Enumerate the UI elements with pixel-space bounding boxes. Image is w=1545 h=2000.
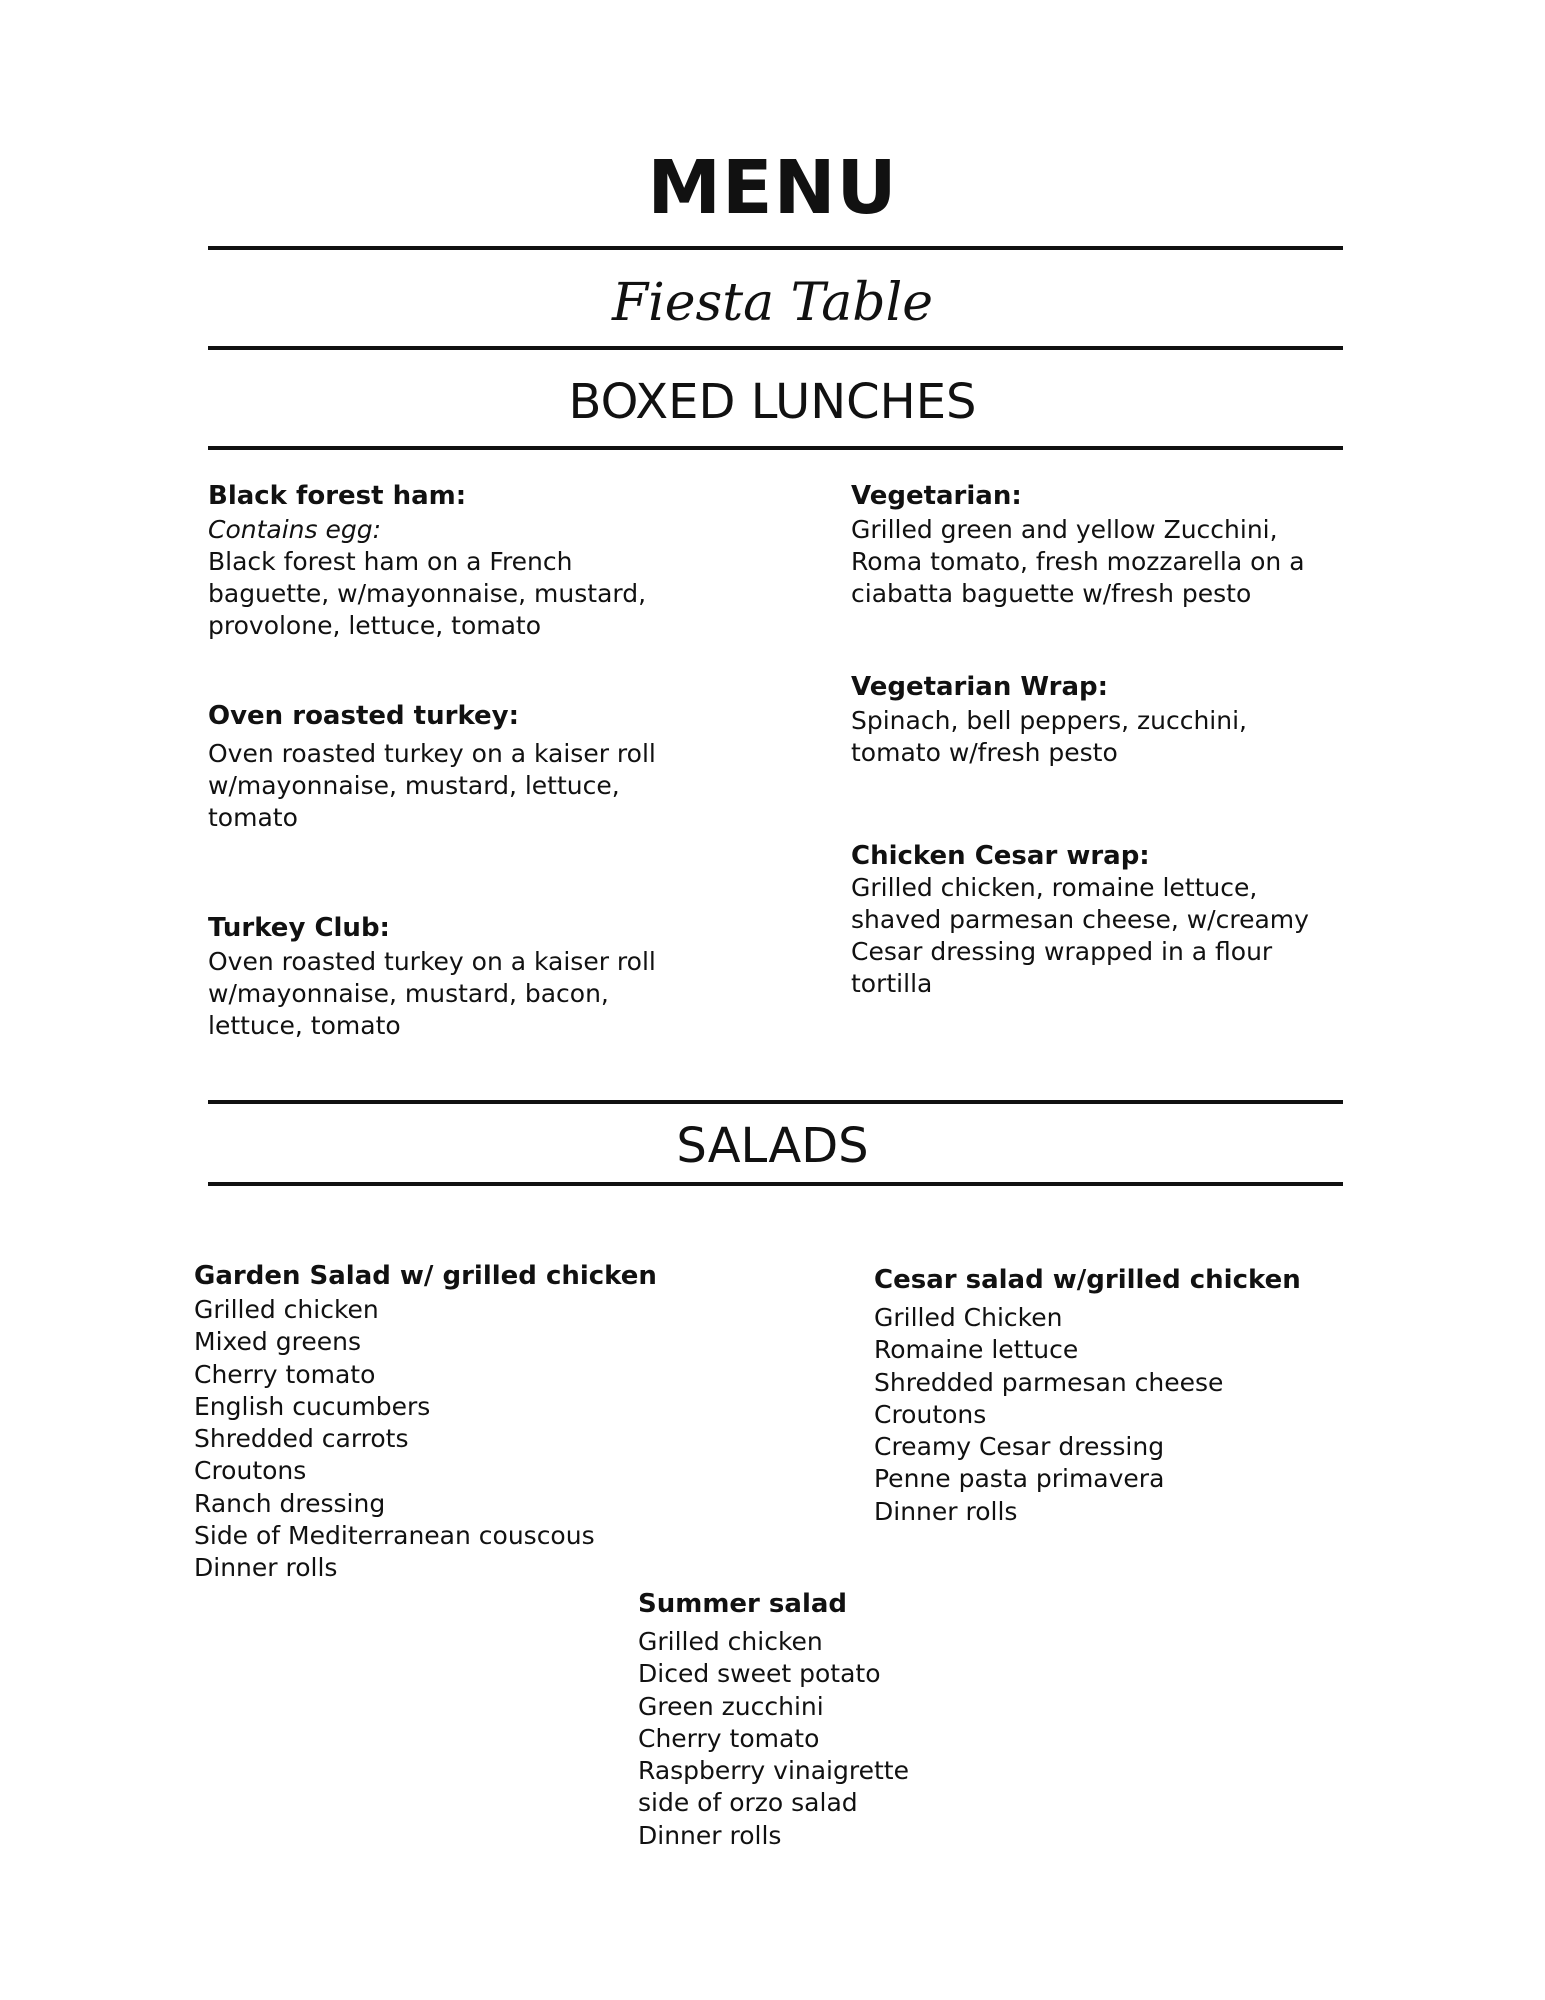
salad-item-cesar xyxy=(874,1262,1301,1528)
lunch-item-description: Black forest ham on a French baguette, w/mayonnaise, mustard, provolone, lettuce, tomato xyxy=(208,547,647,640)
divider-above-salads xyxy=(208,1100,1343,1104)
salad-ingredient: Raspberry vinaigrette xyxy=(638,1756,909,1786)
salad-ingredient: Creamy Cesar dressing xyxy=(874,1432,1165,1462)
salad-ingredient: Romaine lettuce xyxy=(874,1335,1079,1365)
salad-item-name: Garden Salad w/ grilled chicken xyxy=(194,1261,657,1291)
salad-ingredient: Side of Mediterranean couscous xyxy=(194,1521,595,1551)
restaurant-name: Fiesta Table xyxy=(612,273,933,333)
salad-ingredient: Grilled Chicken xyxy=(874,1303,1063,1332)
salad-item-name: Cesar salad w/grilled chicken xyxy=(874,1265,1301,1295)
salads-heading: SALADS xyxy=(676,1118,869,1174)
salad-item-summer xyxy=(638,1586,909,1852)
lunch-item-name: Oven roasted turkey: xyxy=(208,701,520,731)
salad-ingredient: Grilled chicken xyxy=(194,1295,379,1324)
salad-ingredient: Cherry tomato xyxy=(638,1723,820,1753)
salad-item-garden xyxy=(194,1258,657,1585)
salad-ingredient: Dinner rolls xyxy=(194,1553,338,1583)
divider-top xyxy=(208,246,1343,250)
divider-below-restaurant xyxy=(208,346,1343,350)
lunch-item-description: Grilled chicken, romaine lettuce, shaved parmesan cheese, w/creamy Cesar dressing wrapped in a flour tortilla xyxy=(851,873,1309,998)
lunch-item-name: Turkey Club: xyxy=(208,913,390,943)
lunch-item-vegetarian-wrap xyxy=(851,669,1247,769)
salad-ingredient: Dinner rolls xyxy=(638,1820,782,1850)
lunch-item-name: Vegetarian: xyxy=(851,481,1022,511)
lunch-item-name: Chicken Cesar wrap: xyxy=(851,841,1150,871)
salad-ingredient: Penne pasta primavera xyxy=(874,1464,1165,1494)
salad-ingredient: English cucumbers xyxy=(194,1391,431,1421)
lunch-item-allergen-note: Contains egg: xyxy=(208,515,382,544)
salad-ingredient: Grilled chicken xyxy=(638,1627,823,1656)
salad-ingredient: Green zucchini xyxy=(638,1691,824,1721)
salad-ingredient: Dinner rolls xyxy=(874,1496,1018,1526)
salad-ingredient: Diced sweet potato xyxy=(638,1659,881,1689)
lunch-item-description: Spinach, bell peppers, zucchini, tomato w/fresh pesto xyxy=(851,706,1247,767)
lunch-item-turkey-club xyxy=(208,910,656,1042)
lunch-item-description: Oven roasted turkey on a kaiser roll w/mayonnaise, mustard, lettuce, tomato xyxy=(208,739,656,832)
lunch-item-description: Oven roasted turkey on a kaiser roll w/mayonnaise, mustard, bacon, lettuce, tomato xyxy=(208,947,656,1040)
divider-below-boxed-lunches xyxy=(208,446,1343,450)
salad-ingredient: Shredded parmesan cheese xyxy=(874,1367,1224,1397)
salad-ingredient: Ranch dressing xyxy=(194,1488,386,1518)
divider-below-salads xyxy=(208,1182,1343,1186)
lunch-item-name: Vegetarian Wrap: xyxy=(851,672,1108,702)
salad-item-name: Summer salad xyxy=(638,1589,848,1619)
salad-ingredient: Cherry tomato xyxy=(194,1359,376,1389)
salad-ingredient-list xyxy=(874,1302,1301,1528)
salad-ingredient-list xyxy=(638,1626,909,1852)
menu-title: MENU xyxy=(647,145,898,231)
salad-ingredient-list xyxy=(194,1294,657,1585)
lunch-item-black-forest-ham xyxy=(208,478,646,642)
lunch-item-oven-roasted-turkey xyxy=(208,698,656,834)
salad-ingredient: Croutons xyxy=(194,1456,307,1486)
lunch-item-vegetarian xyxy=(851,478,1305,610)
lunch-item-chicken-cesar-wrap xyxy=(851,840,1309,1000)
salad-ingredient: Mixed greens xyxy=(194,1327,361,1357)
salad-ingredient: Croutons xyxy=(874,1399,987,1429)
lunch-item-name: Black forest ham: xyxy=(208,481,467,511)
boxed-lunches-heading: BOXED LUNCHES xyxy=(568,374,977,430)
lunch-item-description: Grilled green and yellow Zucchini, Roma tomato, fresh mozzarella on a ciabatta baguette w/fresh pesto xyxy=(851,515,1305,608)
salad-ingredient: side of orzo salad xyxy=(638,1788,858,1818)
salad-ingredient: Shredded carrots xyxy=(194,1424,409,1454)
